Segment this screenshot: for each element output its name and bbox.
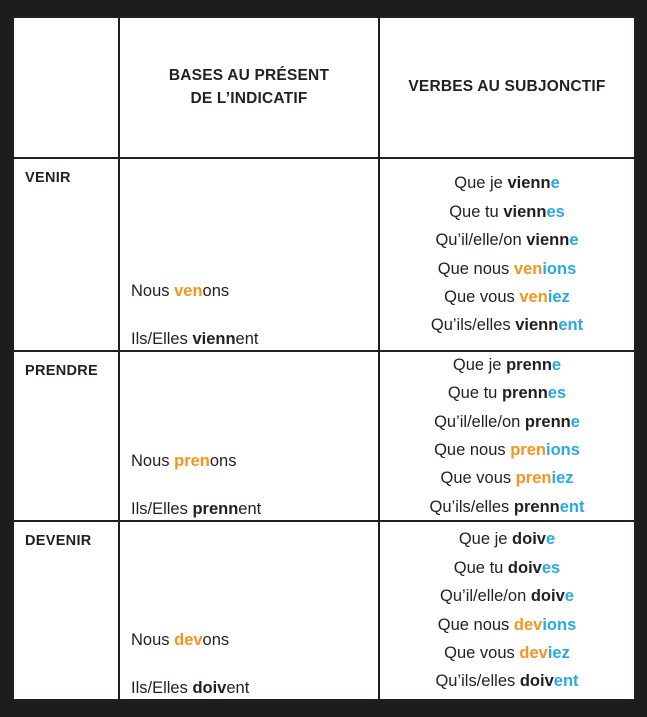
indicative-form (131, 329, 378, 350)
indicative-pronoun: Nous (131, 630, 175, 649)
subjunctive-lines (380, 522, 634, 699)
subjunctive-pronoun: Que vous (444, 643, 520, 662)
subjunctive-pronoun: Que tu (453, 558, 508, 577)
subjunctive-ending: e (569, 231, 579, 250)
indicative-cell (120, 159, 380, 350)
subjunctive-ending: ions (542, 259, 577, 278)
indicative-stem: prenn (192, 500, 239, 519)
subjunctive-form (453, 351, 561, 379)
subjunctive-form (438, 611, 577, 639)
subjunctive-form (444, 639, 570, 667)
subjunctive-stem: prenn (513, 497, 560, 516)
subjunctive-pronoun: Que je (454, 174, 508, 193)
header-indicative-label (120, 18, 378, 179)
subjunctive-ending: ions (545, 441, 580, 459)
header-verb-label (14, 18, 118, 157)
subjunctive-form (435, 226, 578, 254)
subjunctive-form (440, 582, 574, 610)
subjunctive-pronoun: Que tu (447, 384, 502, 403)
subjunctive-stem: ven (519, 287, 548, 306)
table-row (14, 352, 634, 522)
verb-name-cell (14, 159, 120, 350)
subjunctive-form (454, 554, 560, 582)
subjunctive-ending: e (570, 412, 580, 431)
subjunctive-ending: iez (547, 287, 570, 306)
subjunctive-form (441, 464, 574, 492)
subjunctive-stem: prenn (501, 384, 548, 403)
subjunctive-lines (380, 159, 634, 350)
subjunctive-ending: e (564, 587, 574, 606)
indicative-ending: ent (226, 679, 250, 698)
subjunctive-form (434, 408, 580, 436)
indicative-pronoun: Ils/Elles (131, 330, 193, 349)
subjunctive-form (431, 311, 583, 339)
subjunctive-ending: ent (558, 316, 584, 335)
subjunctive-stem: doiv (512, 530, 546, 549)
indicative-pronoun: Nous (131, 451, 175, 470)
subjunctive-stem: prenn (524, 412, 571, 431)
indicative-ending: ons (209, 451, 237, 470)
subjunctive-stem: doiv (507, 558, 542, 577)
subjunctive-pronoun: Qu’ils/elles (429, 497, 514, 516)
subjunctive-ending: e (551, 355, 562, 374)
header-cell-subjunctive (380, 18, 634, 157)
subjunctive-ending: es (541, 558, 561, 577)
subjunctive-stem: pren (515, 469, 552, 488)
subjunctive-lines (380, 352, 634, 520)
header-indicative-line1: BASES AU PRÉSENT (168, 67, 330, 85)
indicative-stem: vienn (192, 330, 236, 349)
subjunctive-form (444, 283, 570, 311)
indicative-cell (120, 352, 380, 520)
subjunctive-pronoun: Qu’ils/elles (430, 316, 516, 335)
subjunctive-form (430, 493, 585, 521)
subjunctive-stem: vienn (503, 202, 547, 221)
header-cell-indicative (120, 18, 380, 157)
subjunctive-stem: ven (513, 259, 543, 278)
subjunctive-stem: vienn (526, 231, 570, 250)
subjunctive-ending: es (547, 384, 567, 403)
indicative-lines (120, 522, 378, 717)
subjunctive-form (454, 169, 560, 197)
indicative-cell (120, 522, 380, 699)
indicative-stem: dev (174, 630, 203, 649)
subjunctive-ending: iez (547, 643, 570, 662)
indicative-form (131, 499, 378, 520)
subjunctive-stem: doiv (530, 587, 565, 606)
indicative-ending: ons (202, 281, 230, 300)
indicative-lines (120, 352, 378, 538)
subjunctive-ending: es (546, 202, 565, 221)
indicative-form (131, 678, 378, 699)
subjunctive-form (449, 198, 565, 226)
verb-name: VENIR (25, 170, 71, 186)
indicative-form (131, 630, 378, 651)
subjunctive-pronoun: Que vous (440, 469, 516, 488)
indicative-stem: pren (174, 451, 210, 470)
subjunctive-pronoun: Qu’il/elle/on (435, 231, 527, 250)
subjunctive-pronoun: Qu’il/elle/on (434, 412, 525, 431)
subjunctive-form (459, 525, 555, 553)
subjunctive-ending: iez (551, 469, 574, 488)
table-row (14, 522, 634, 699)
subjunctive-form (434, 436, 580, 464)
verb-name: PRENDRE (25, 363, 98, 379)
subjunctive-form (435, 667, 578, 695)
indicative-pronoun: Nous (131, 281, 175, 300)
subjunctive-pronoun: Que tu (449, 202, 504, 221)
subjunctive-stem: dev (519, 643, 548, 662)
indicative-stem: doiv (192, 679, 227, 698)
indicative-form (131, 451, 378, 472)
subjunctive-pronoun: Que nous (437, 259, 514, 278)
subjunctive-pronoun: Qu’ils/elles (435, 672, 520, 691)
subjunctive-pronoun: Que nous (437, 615, 514, 634)
indicative-ending: ent (235, 330, 259, 349)
subjunctive-stem: doiv (519, 672, 554, 691)
subjunctive-ending: ions (542, 615, 577, 634)
subjunctive-stem: vienn (507, 174, 551, 193)
indicative-stem: ven (174, 281, 203, 300)
header-subjunctive-label: VERBES AU SUBJONCTIF (408, 78, 606, 96)
subjunctive-stem: vienn (515, 316, 559, 335)
indicative-form (131, 281, 378, 302)
subjunctive-ending: ent (559, 497, 585, 516)
indicative-ending: ons (202, 630, 230, 649)
verb-name-cell (14, 522, 120, 699)
subjunctive-stem: pren (510, 441, 546, 459)
subjunctive-pronoun: Que je (452, 355, 507, 374)
indicative-pronoun: Ils/Elles (131, 500, 193, 519)
verb-name-cell (14, 352, 120, 520)
subjunctive-cell (380, 159, 634, 350)
subjunctive-ending: e (550, 174, 560, 193)
conjugation-table (12, 16, 636, 701)
indicative-lines (120, 159, 378, 368)
table-row (14, 159, 634, 352)
subjunctive-cell (380, 352, 634, 520)
header-cell-verb (14, 18, 120, 157)
indicative-pronoun: Ils/Elles (131, 679, 193, 698)
subjunctive-pronoun: Que vous (444, 287, 520, 306)
subjunctive-ending: ent (553, 672, 579, 691)
subjunctive-stem: dev (513, 615, 543, 634)
subjunctive-pronoun: Que nous (434, 441, 511, 459)
indicative-ending: ent (238, 500, 262, 519)
subjunctive-pronoun: Que je (458, 530, 513, 549)
subjunctive-pronoun: Qu’il/elle/on (440, 587, 531, 606)
header-indicative-line2: DE L’INDICATIF (190, 89, 308, 107)
subjunctive-form (438, 255, 577, 283)
subjunctive-stem: prenn (506, 355, 552, 374)
subjunctive-ending: e (545, 530, 556, 549)
verb-name: DEVENIR (25, 533, 92, 549)
table-header-row (14, 18, 634, 159)
subjunctive-form (448, 379, 566, 407)
subjunctive-cell (380, 522, 634, 699)
